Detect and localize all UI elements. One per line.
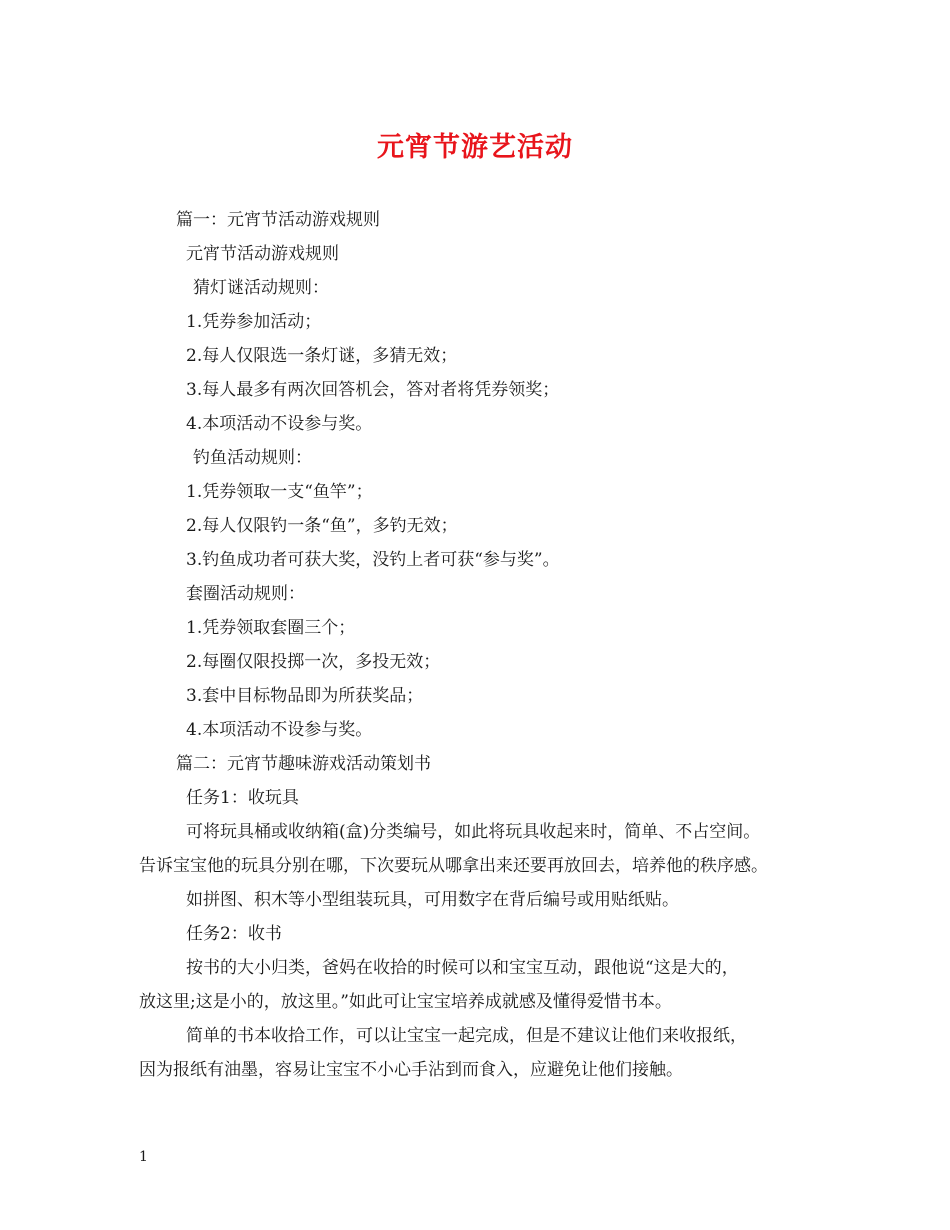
rule-item: 2.每人仅限选一条灯谜，多猜无效； (186, 346, 458, 366)
section-heading: 篇二：元宵节趣味游戏活动策划书 (176, 754, 431, 774)
rule-item: 1.凭券领取一支“鱼竿”； (186, 482, 373, 502)
rule-heading: 猜灯谜活动规则： (193, 278, 329, 298)
task-heading: 任务2：收书 (186, 924, 282, 944)
paragraph-line: 简单的书本收拾工作，可以让宝宝一起完成，但是不建议让他们来收报纸， (186, 1026, 747, 1046)
page-number: 1 (139, 1149, 148, 1165)
rule-heading: 套圈活动规则： (186, 584, 305, 604)
paragraph-line: 可将玩具桶或收纳箱(盒)分类编号，如此将玩具收起来时，简单、不占空间。 (186, 822, 761, 842)
paragraph-line: 因为报纸有油墨，容易让宝宝不小心手沾到而食入，应避免让他们接触。 (139, 1060, 683, 1080)
subheading: 元宵节活动游戏规则 (186, 244, 339, 264)
rule-item: 2.每圈仅限投掷一次，多投无效； (186, 652, 441, 672)
paragraph-line: 按书的大小归类，爸妈在收拾的时候可以和宝宝互动，跟他说“这是大的， (186, 958, 739, 978)
paragraph-line: 放这里;这是小的，放这里。”如此可让宝宝培养成就感及懂得爱惜书本。 (139, 992, 672, 1012)
paragraph-line: 如拼图、积木等小型组装玩具，可用数字在背后编号或用贴纸贴。 (186, 890, 679, 910)
rule-item: 3.套中目标物品即为所获奖品； (186, 686, 424, 706)
paragraph-line: 告诉宝宝他的玩具分别在哪，下次要玩从哪拿出来还要再放回去，培养他的秩序感。 (139, 856, 768, 876)
rule-heading: 钓鱼活动规则： (193, 448, 312, 468)
section-heading: 篇一：元宵节活动游戏规则 (176, 210, 380, 230)
document-title: 元宵节游艺活动 (377, 132, 573, 163)
rule-item: 4.本项活动不设参与奖。 (186, 414, 373, 434)
rule-item: 4.本项活动不设参与奖。 (186, 720, 373, 740)
task-heading: 任务1：收玩具 (186, 788, 299, 808)
rule-item: 1.凭券领取套圈三个； (186, 618, 356, 638)
rule-item: 2.每人仅限钓一条“鱼”，多钓无效； (186, 516, 458, 536)
rule-item: 3.每人最多有两次回答机会，答对者将凭券领奖； (186, 380, 560, 400)
rule-item: 1.凭券参加活动； (186, 312, 322, 332)
rule-item: 3.钓鱼成功者可获大奖，没钓上者可获“参与奖”。 (186, 550, 560, 570)
